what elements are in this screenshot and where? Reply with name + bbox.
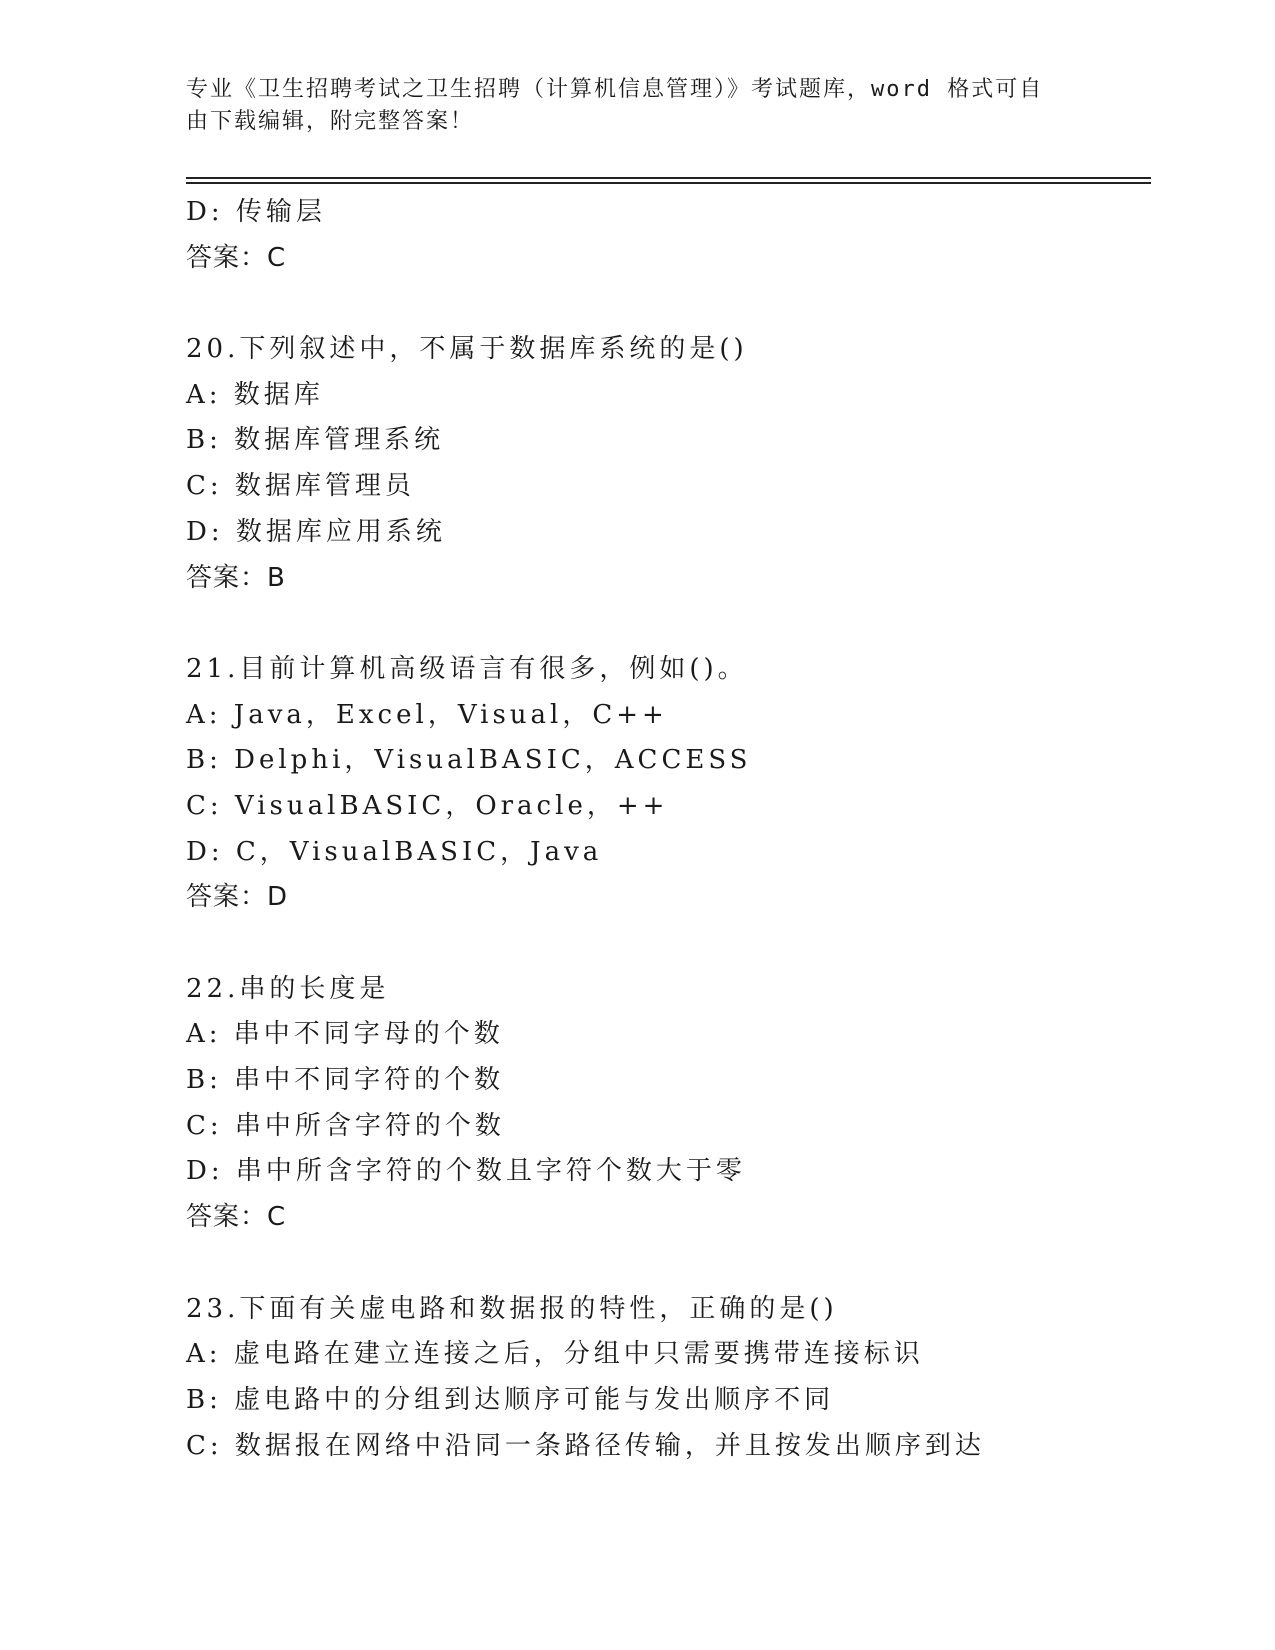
option-b: B: 串中不同字符的个数 — [186, 1065, 505, 1096]
option-d: D: 传输层 — [186, 197, 326, 227]
question-22 — [186, 967, 1151, 1241]
option-b: B: Delphi，VisualBASIC，ACCESS — [186, 745, 752, 776]
answer-line: 答案：C — [186, 242, 287, 273]
answer-line: 答案：C — [186, 1202, 287, 1233]
question-20 — [186, 327, 1151, 601]
option-a: A: 虚电路在建立连接之后，分组中只需要携带连接标识 — [186, 1339, 924, 1370]
header-divider-top — [186, 177, 1151, 179]
option-a: A: 串中不同字母的个数 — [186, 1019, 504, 1050]
question-stem: 20.下列叙述中，不属于数据库系统的是() — [186, 334, 748, 365]
header-line-2: 由下载编辑，附完整答案！ — [186, 109, 475, 134]
option-a: A: 数据库 — [186, 379, 324, 410]
option-a: A: Java，Excel，Visual，C++ — [186, 699, 668, 730]
spacer — [186, 601, 1151, 647]
question-content — [186, 190, 1151, 1469]
spacer — [186, 921, 1151, 967]
option-d: D: C，VisualBASIC，Java — [186, 836, 603, 867]
answer-line: 答案：D — [186, 882, 289, 913]
option-c: C: 数据报在网络中沿同一条路径传输，并且按发出顺序到达 — [186, 1430, 985, 1461]
option-b: B: 虚电路中的分组到达顺序可能与发出顺序不同 — [186, 1384, 835, 1415]
document-header — [186, 74, 1066, 138]
option-d: D: 数据库应用系统 — [186, 516, 446, 547]
spacer — [186, 281, 1151, 327]
question-stem: 21.目前计算机高级语言有很多，例如()。 — [186, 653, 748, 684]
option-c: C: 串中所含字符的个数 — [186, 1110, 505, 1141]
option-c: C: 数据库管理员 — [186, 471, 415, 502]
previous-question-tail — [186, 190, 1151, 281]
answer-line: 答案：B — [186, 562, 286, 593]
header-line-1: 专业《卫生招聘考试之卫生招聘（计算机信息管理）》考试题库，word 格式可自 — [186, 77, 1044, 102]
question-stem: 23.下面有关虚电路和数据报的特性，正确的是() — [186, 1293, 838, 1324]
spacer — [186, 1241, 1151, 1287]
question-21 — [186, 647, 1151, 921]
header-divider-bottom — [186, 182, 1151, 184]
option-c: C: VisualBASIC，Oracle，++ — [186, 790, 669, 821]
option-d: D: 串中所含字符的个数且字符个数大于零 — [186, 1156, 746, 1187]
question-stem: 22.串的长度是 — [186, 973, 390, 1004]
question-23 — [186, 1287, 1151, 1470]
option-b: B: 数据库管理系统 — [186, 425, 445, 456]
